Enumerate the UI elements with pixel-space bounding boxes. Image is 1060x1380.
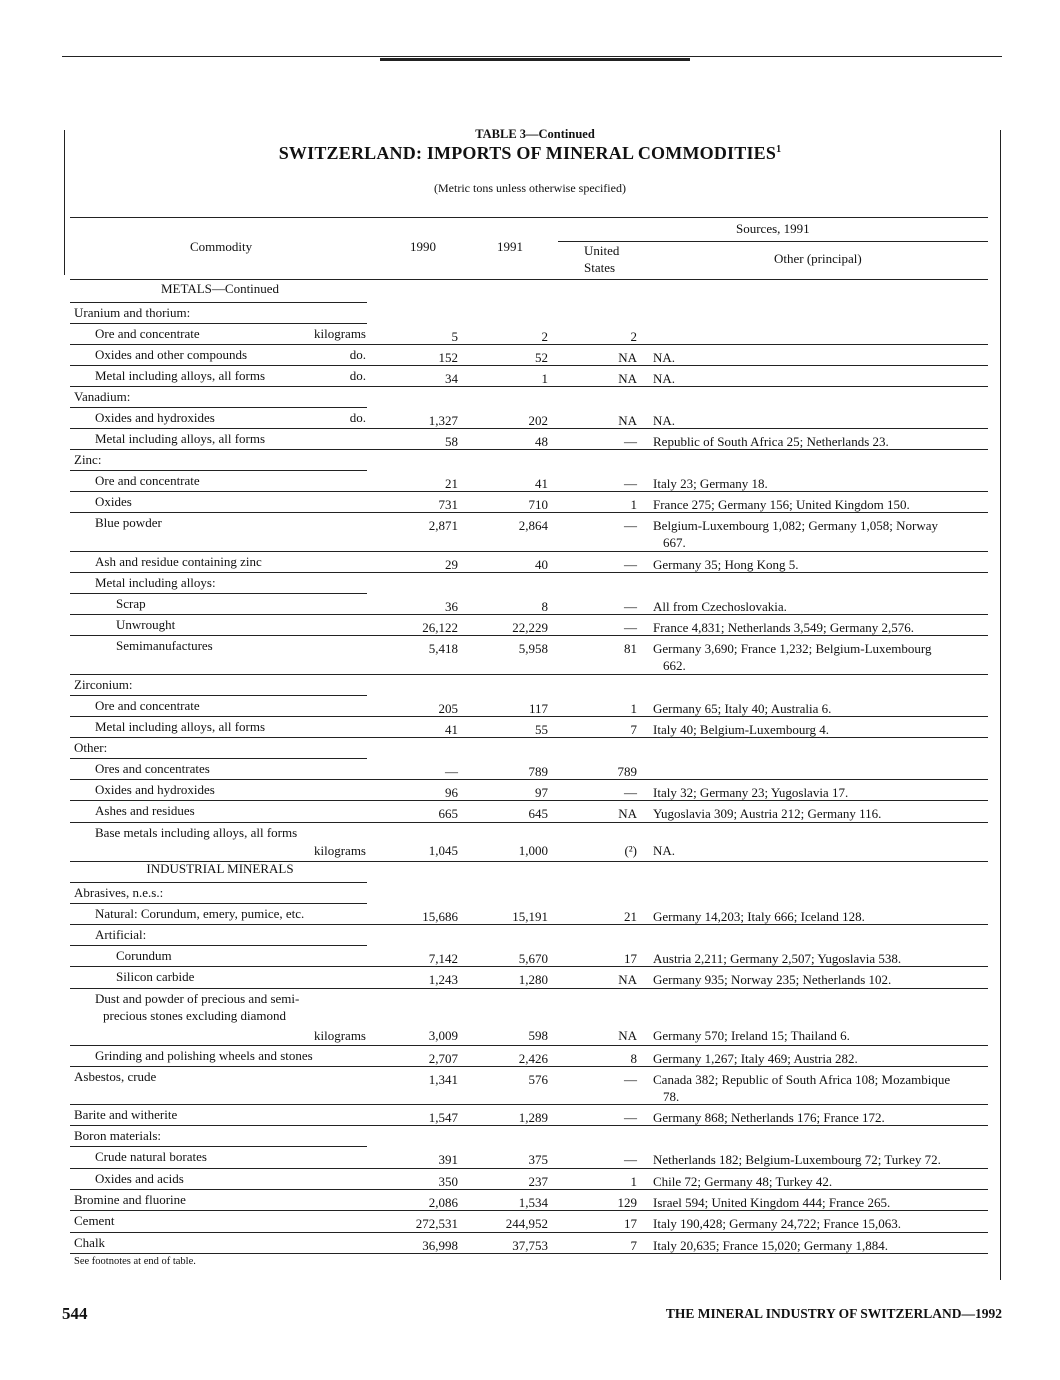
value-1991: 97 [535, 785, 548, 800]
value-1990: 1,341 [428, 1072, 458, 1087]
value-united-states: 1 [630, 701, 637, 716]
row-rule [70, 1066, 988, 1067]
row-rule [70, 966, 988, 967]
value-1991: 117 [528, 701, 548, 716]
group-rule [70, 1146, 367, 1147]
value-united-states: — [624, 1110, 637, 1125]
col-header-us-1: United [584, 243, 620, 258]
other-sources: Germany 1,267; Italy 469; Austria 282. [653, 1051, 858, 1066]
commodity-label: Ash and residue containing zinc [95, 554, 262, 569]
footnote-reference: See footnotes at end of table. [74, 1256, 196, 1267]
section-rule [70, 882, 367, 883]
value-united-states: NA [618, 806, 637, 821]
col-header-sources: Sources, 1991 [736, 221, 810, 236]
value-1991: 52 [535, 350, 548, 365]
row-rule [70, 924, 988, 925]
row-rule [70, 344, 988, 345]
value-united-states: NA [618, 371, 637, 386]
group-label: Vanadium: [74, 389, 131, 404]
row-rule [70, 1168, 988, 1169]
value-1990: 1,243 [428, 972, 458, 987]
value-united-states: 1 [630, 1174, 637, 1189]
top-rule [62, 56, 1002, 57]
value-united-states: NA [618, 350, 637, 365]
value-1990: 2,707 [428, 1051, 458, 1066]
row-rule [70, 1253, 988, 1254]
other-sources: Italy 20,635; France 15,020; Germany 1,884. [653, 1238, 889, 1253]
unit-label: kilograms [314, 843, 366, 858]
commodity-label: Grinding and polishing wheels and stones [95, 1048, 313, 1063]
units-note: (Metric tons unless otherwise specified) [434, 181, 626, 195]
unit-label: kilograms [314, 326, 366, 341]
row-rule [70, 716, 988, 717]
commodity-label: Oxides and other compounds [95, 347, 248, 362]
value-1990: 3,009 [428, 1028, 458, 1043]
value-1990: 7,142 [428, 951, 458, 966]
value-united-states: 17 [624, 1216, 637, 1231]
value-1991: 2,864 [518, 518, 548, 533]
value-1991: 2 [541, 329, 548, 344]
commodity-label: Silicon carbide [116, 969, 195, 984]
value-1990: 5 [451, 329, 458, 344]
value-1991: 1,000 [518, 843, 548, 858]
row-rule [70, 449, 988, 450]
row-rule [70, 551, 988, 552]
row-rule [70, 512, 988, 513]
value-1990: 1,327 [428, 413, 458, 428]
other-sources: Canada 382; Republic of South Africa 108; Mozambique [653, 1072, 951, 1087]
commodity-label: Bromine and fluorine [74, 1192, 186, 1207]
commodity-label: Metal including alloys, all forms [95, 368, 266, 383]
value-1990: 26,122 [422, 620, 458, 635]
value-united-states: 7 [630, 722, 637, 737]
value-1990: 272,531 [415, 1216, 458, 1231]
value-united-states: — [624, 557, 637, 572]
other-sources: Republic of South Africa 25; Netherlands 23. [653, 434, 889, 449]
value-1990: 36 [445, 599, 458, 614]
value-united-states: — [624, 620, 637, 635]
group-rule [70, 323, 367, 324]
value-1991: 598 [528, 1028, 548, 1043]
other-sources: Netherlands 182; Belgium-Luxembourg 72; Turkey 72. [653, 1152, 941, 1167]
commodity-label: Ores and concentrates [95, 761, 210, 776]
value-1991: 5,958 [518, 641, 548, 656]
other-sources: Belgium-Luxembourg 1,082; Germany 1,058; Norway [653, 518, 938, 533]
value-united-states: — [624, 1072, 637, 1087]
value-1990: 391 [438, 1152, 458, 1167]
value-1990: 665 [438, 806, 458, 821]
value-1990: 350 [438, 1174, 458, 1189]
subgroup-rule [70, 593, 367, 594]
commodity-label: Ashes and residues [95, 803, 195, 818]
other-sources: Germany 570; Ireland 15; Thailand 6. [653, 1028, 850, 1043]
value-united-states: 789 [617, 764, 637, 779]
other-sources: NA. [653, 350, 676, 365]
title-text: SWITZERLAND: IMPORTS OF MINERAL COMMODITIES [278, 143, 777, 163]
commodity-label: Blue powder [95, 515, 162, 530]
value-united-states: 1 [630, 497, 637, 512]
value-united-states: NA [618, 972, 637, 987]
value-1991: 48 [535, 434, 548, 449]
row-rule [70, 365, 988, 366]
value-1990: 29 [445, 557, 458, 572]
other-sources: Italy 23; Germany 18. [653, 476, 768, 491]
commodity-label-cont: precious stones excluding diamond [103, 1008, 287, 1023]
commodity-label: Base metals including alloys, all forms [95, 825, 298, 840]
unit-label: do. [349, 347, 366, 362]
group-rule [70, 407, 367, 408]
value-1991: 41 [535, 476, 548, 491]
value-1990: 58 [445, 434, 458, 449]
value-1991: 710 [528, 497, 548, 512]
value-1990: 152 [438, 350, 458, 365]
subgroup-rule [70, 945, 367, 946]
value-united-states: 7 [630, 1238, 637, 1253]
commodity-label: Oxides and hydroxides [95, 782, 215, 797]
other-sources: Germany 935; Norway 235; Netherlands 102. [653, 972, 892, 987]
unit-label: do. [349, 410, 366, 425]
row-rule [70, 822, 988, 823]
section-heading: INDUSTRIAL MINERALS [146, 861, 294, 876]
value-1990: 96 [445, 785, 458, 800]
value-1991: 202 [528, 413, 548, 428]
value-1991: 789 [528, 764, 548, 779]
value-1990: 5,418 [428, 641, 458, 656]
commodity-label: Dust and powder of precious and semi- [95, 991, 300, 1006]
value-united-states: 81 [624, 641, 637, 656]
other-sources: Italy 190,428; Germany 24,722; France 15,063. [653, 1216, 902, 1231]
row-rule [70, 614, 988, 615]
header-bottom-rule [70, 279, 988, 280]
value-1991: 1 [541, 371, 548, 386]
value-1991: 237 [528, 1174, 548, 1189]
row-rule [70, 386, 988, 387]
other-sources: Germany 3,690; France 1,232; Belgium-Luxembourg [653, 641, 932, 656]
commodity-label: Cement [74, 1213, 115, 1228]
value-1991: 37,753 [512, 1238, 548, 1253]
section-rule [70, 302, 367, 303]
page-title [0, 143, 1060, 164]
row-rule [70, 779, 988, 780]
value-1991: 5,670 [518, 951, 548, 966]
row-rule [70, 1189, 988, 1190]
value-united-states: 129 [617, 1195, 637, 1210]
value-united-states: 21 [624, 909, 637, 924]
value-united-states: (²) [624, 843, 637, 858]
row-rule [70, 737, 988, 738]
sources-rule [558, 241, 988, 242]
col-header-commodity: Commodity [190, 239, 253, 254]
row-rule [70, 635, 988, 636]
group-label: Abrasives, n.e.s.: [74, 885, 164, 900]
value-united-states: — [624, 476, 637, 491]
value-1990: — [445, 764, 458, 779]
commodity-label: Unwrought [116, 617, 176, 632]
value-united-states: — [624, 599, 637, 614]
row-rule [70, 988, 988, 989]
subgroup-label: Metal including alloys: [95, 575, 216, 590]
other-sources: Chile 72; Germany 48; Turkey 42. [653, 1174, 833, 1189]
unit-label: do. [349, 368, 366, 383]
commodity-label: Scrap [116, 596, 146, 611]
group-label: Zirconium: [74, 677, 133, 692]
value-1991: 15,191 [512, 909, 548, 924]
value-1990: 36,998 [422, 1238, 458, 1253]
value-1990: 34 [445, 371, 458, 386]
commodity-label: Metal including alloys, all forms [95, 719, 266, 734]
unit-label: kilograms [314, 1028, 366, 1043]
other-sources: Israel 594; United Kingdom 444; France 265. [653, 1195, 891, 1210]
commodity-label: Barite and witherite [74, 1107, 178, 1122]
other-sources: Germany 35; Hong Kong 5. [653, 557, 799, 572]
group-rule [70, 758, 367, 759]
value-1991: 2,426 [518, 1051, 548, 1066]
commodity-label: Oxides and hydroxides [95, 410, 215, 425]
value-1990: 1,547 [428, 1110, 458, 1125]
value-1991: 1,534 [518, 1195, 548, 1210]
commodity-label: Corundum [116, 948, 172, 963]
value-1991: 8 [541, 599, 548, 614]
other-sources: NA. [653, 371, 676, 386]
title-footnote-marker: 1 [776, 144, 782, 155]
row-rule [70, 1104, 988, 1105]
value-1990: 21 [445, 476, 458, 491]
row-rule [70, 1210, 988, 1211]
value-united-states: — [624, 785, 637, 800]
margin-bar-right [1000, 130, 1001, 1280]
group-rule [70, 695, 367, 696]
row-rule [70, 1125, 988, 1126]
row-rule [70, 1045, 988, 1046]
other-sources: Yugoslavia 309; Austria 212; Germany 116. [653, 806, 882, 821]
value-united-states: 17 [624, 951, 637, 966]
other-sources-cont: 667. [663, 535, 686, 550]
group-label: Uranium and thorium: [74, 305, 191, 320]
value-1991: 1,289 [518, 1110, 548, 1125]
value-1991: 244,952 [505, 1216, 548, 1231]
top-rule-accent [380, 58, 690, 61]
value-1990: 1,045 [428, 843, 458, 858]
other-sources: All from Czechoslovakia. [653, 599, 787, 614]
commodity-label: Oxides and acids [95, 1171, 184, 1186]
col-header-other: Other (principal) [774, 251, 862, 266]
commodity-label: Ore and concentrate [95, 326, 200, 341]
col-header-1990: 1990 [410, 239, 436, 254]
other-sources: Germany 868; Netherlands 176; France 172. [653, 1110, 885, 1125]
other-sources: Italy 40; Belgium-Luxembourg 4. [653, 722, 829, 737]
commodity-label: Asbestos, crude [74, 1069, 157, 1084]
value-1990: 2,871 [428, 518, 458, 533]
table-label: TABLE 3—Continued [475, 127, 595, 141]
other-sources: Austria 2,211; Germany 2,507; Yugoslavia 538. [653, 951, 902, 966]
value-1990: 2,086 [428, 1195, 458, 1210]
row-rule [70, 491, 988, 492]
page-number: 544 [62, 1304, 88, 1323]
value-1990: 41 [445, 722, 458, 737]
value-united-states: 2 [630, 329, 637, 344]
value-united-states: NA [618, 1028, 637, 1043]
value-1990: 731 [438, 497, 458, 512]
value-1990: 15,686 [422, 909, 458, 924]
group-label: Boron materials: [74, 1128, 162, 1143]
other-sources-cont: 78. [663, 1089, 680, 1104]
group-rule [70, 903, 367, 904]
running-title: THE MINERAL INDUSTRY OF SWITZERLAND—1992 [665, 1306, 1002, 1321]
commodity-label: Ore and concentrate [95, 473, 200, 488]
value-1991: 40 [535, 557, 548, 572]
value-1991: 375 [528, 1152, 548, 1167]
col-header-1991: 1991 [497, 239, 523, 254]
value-united-states: — [624, 1152, 637, 1167]
value-1991: 22,229 [512, 620, 548, 635]
value-united-states: 8 [630, 1051, 637, 1066]
commodity-label: Oxides [95, 494, 132, 509]
section-heading: METALS—Continued [160, 281, 280, 296]
value-united-states: — [624, 434, 637, 449]
row-rule [70, 800, 988, 801]
value-1991: 55 [535, 722, 548, 737]
commodity-label: Chalk [74, 1235, 106, 1250]
value-1991: 645 [528, 806, 548, 821]
row-rule [70, 1232, 988, 1233]
col-header-us-2: States [584, 260, 616, 275]
commodity-label: Ore and concentrate [95, 698, 200, 713]
subgroup-label: Artificial: [95, 927, 147, 942]
commodity-label: Metal including alloys, all forms [95, 431, 266, 446]
row-rule [70, 428, 988, 429]
group-rule [70, 470, 367, 471]
commodity-label: Natural: Corundum, emery, pumice, etc. [95, 906, 305, 921]
other-sources-cont: 662. [663, 658, 686, 673]
value-united-states: NA [618, 413, 637, 428]
other-sources: NA. [653, 843, 676, 858]
value-1990: 205 [438, 701, 458, 716]
other-sources: NA. [653, 413, 676, 428]
other-sources: France 4,831; Netherlands 3,549; Germany 2,576. [653, 620, 915, 635]
commodity-label: Crude natural borates [95, 1149, 207, 1164]
other-sources: Italy 32; Germany 23; Yugoslavia 17. [653, 785, 849, 800]
other-sources: Germany 14,203; Italy 666; Iceland 128. [653, 909, 865, 924]
row-rule [70, 674, 988, 675]
commodity-label: Semimanufactures [116, 638, 213, 653]
value-1991: 1,280 [518, 972, 548, 987]
row-rule [70, 572, 988, 573]
group-label: Zinc: [74, 452, 102, 467]
other-sources: Germany 65; Italy 40; Australia 6. [653, 701, 832, 716]
group-label: Other: [74, 740, 108, 755]
other-sources: France 275; Germany 156; United Kingdom 150. [653, 497, 910, 512]
table-top-rule [70, 217, 988, 218]
value-united-states: — [624, 518, 637, 533]
value-1991: 576 [528, 1072, 548, 1087]
